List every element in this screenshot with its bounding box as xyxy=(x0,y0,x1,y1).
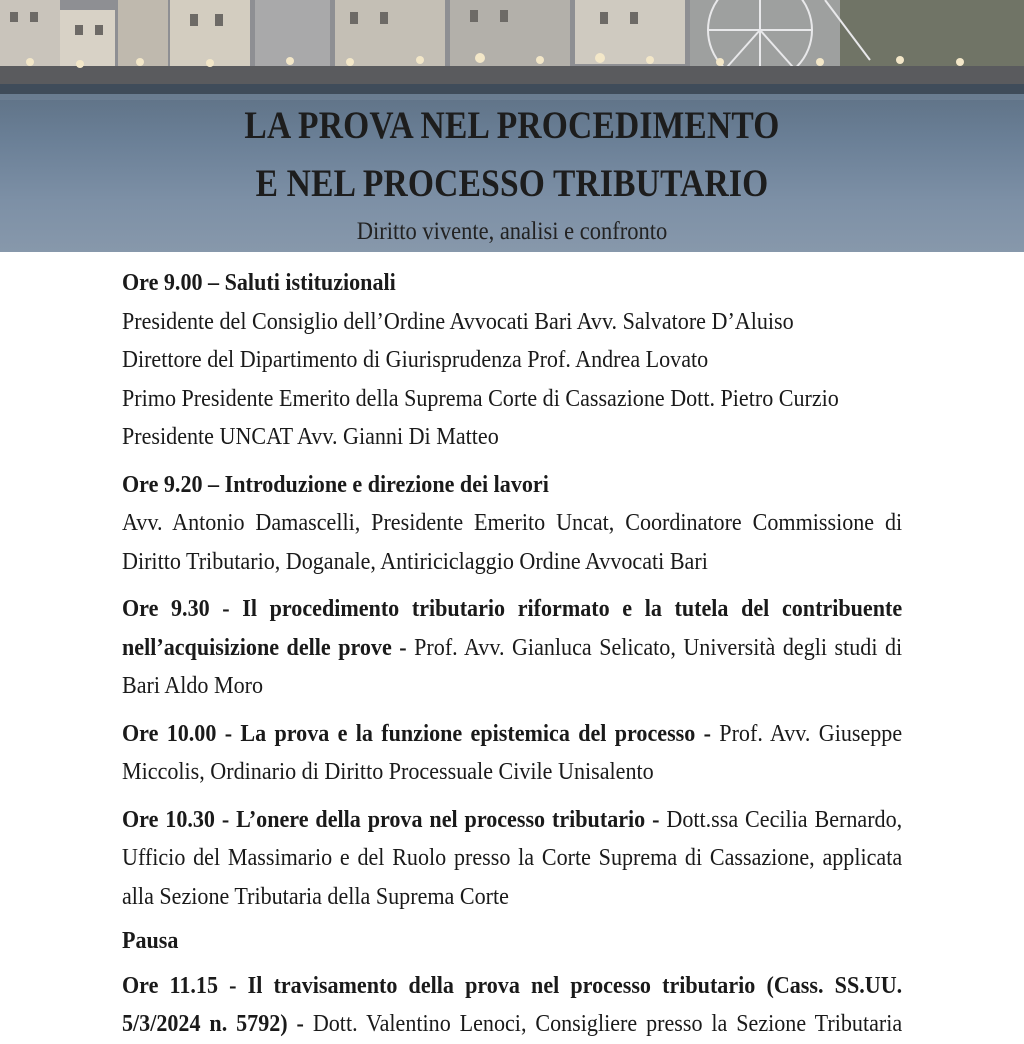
speaker-line: Diritto Tributario, Doganale, Antiriciclaggio Ordine Avvocati Bari xyxy=(122,548,708,575)
session-line xyxy=(122,629,902,668)
session-930 xyxy=(122,590,902,706)
session-heading: Ore 9.30 - Il procedimento tributario riformato e la tutela del contribuente xyxy=(122,596,903,622)
speaker-text: Dott. Valentino Lenoci, Consigliere presso la Sezione Tributaria xyxy=(303,1011,903,1037)
speaker-line: Primo Presidente Emerito della Suprema Corte di Cassazione Dott. Pietro Curzio xyxy=(122,385,839,412)
session-title-part: 5/3/2024 n. 5792) - xyxy=(122,1011,304,1037)
program-list xyxy=(122,264,902,1044)
speaker-line: Presidente UNCAT Avv. Gianni Di Matteo xyxy=(122,424,499,450)
title-line-1: LA PROVA NEL PROCEDIMENTO xyxy=(244,104,780,147)
session-title-part: nell’acquisizione delle prove - xyxy=(122,634,407,661)
session-line xyxy=(122,801,902,840)
session-line xyxy=(122,715,902,754)
session-1000 xyxy=(122,715,902,792)
speaker-line: Direttore del Dipartimento di Giurisprudenza Prof. Andrea Lovato xyxy=(122,347,709,373)
session-title-part: Ore 10.30 - L’onere della prova nel processo tributario - xyxy=(122,806,660,833)
speaker-line: Avv. Antonio Damascelli, Presidente Emerito Uncat, Coordinatore Commissione di xyxy=(122,510,903,536)
session-intro xyxy=(122,466,902,582)
session-line xyxy=(122,1005,902,1044)
session-title-part: Ore 10.00 - La prova e la funzione epistemica del processo - xyxy=(122,720,711,747)
session-heading: Ore 9.20 – Introduzione e direzione dei lavori xyxy=(122,471,549,498)
speaker-line: Ufficio del Massimario e del Ruolo presso la Corte Suprema di Cassazione, applicata xyxy=(122,845,903,871)
header-banner xyxy=(0,0,1024,252)
speaker-text: Prof. Avv. Giuseppe xyxy=(710,720,903,747)
speaker-line: Presidente del Consiglio dell’Ordine Avvocati Bari Avv. Salvatore D’Aluiso xyxy=(122,308,794,335)
session-heading: Ore 11.15 - Il travisamento della prova nel processo tributario (Cass. SS.UU. xyxy=(122,972,903,999)
session-1030 xyxy=(122,801,902,917)
session-heading: Ore 9.00 – Saluti istituzionali xyxy=(122,270,396,296)
speaker-line: alla Sezione Tributaria della Suprema Corte xyxy=(122,883,509,910)
session-1115 xyxy=(122,967,902,1044)
speaker-text: Prof. Avv. Gianluca Selicato, Università degli studi di xyxy=(406,634,903,661)
speaker-text: Dott.ssa Cecilia Bernardo, xyxy=(659,806,903,833)
session-welcome xyxy=(122,264,902,457)
pause-label: Pausa xyxy=(122,928,179,954)
speaker-line: Bari Aldo Moro xyxy=(122,673,264,699)
speaker-line: Miccolis, Ordinario di Diritto Processuale Civile Unisalento xyxy=(122,759,654,785)
title-line-2: E NEL PROCESSO TRIBUTARIO xyxy=(255,162,769,205)
subtitle: Diritto vivente, analisi e confronto xyxy=(356,218,668,245)
